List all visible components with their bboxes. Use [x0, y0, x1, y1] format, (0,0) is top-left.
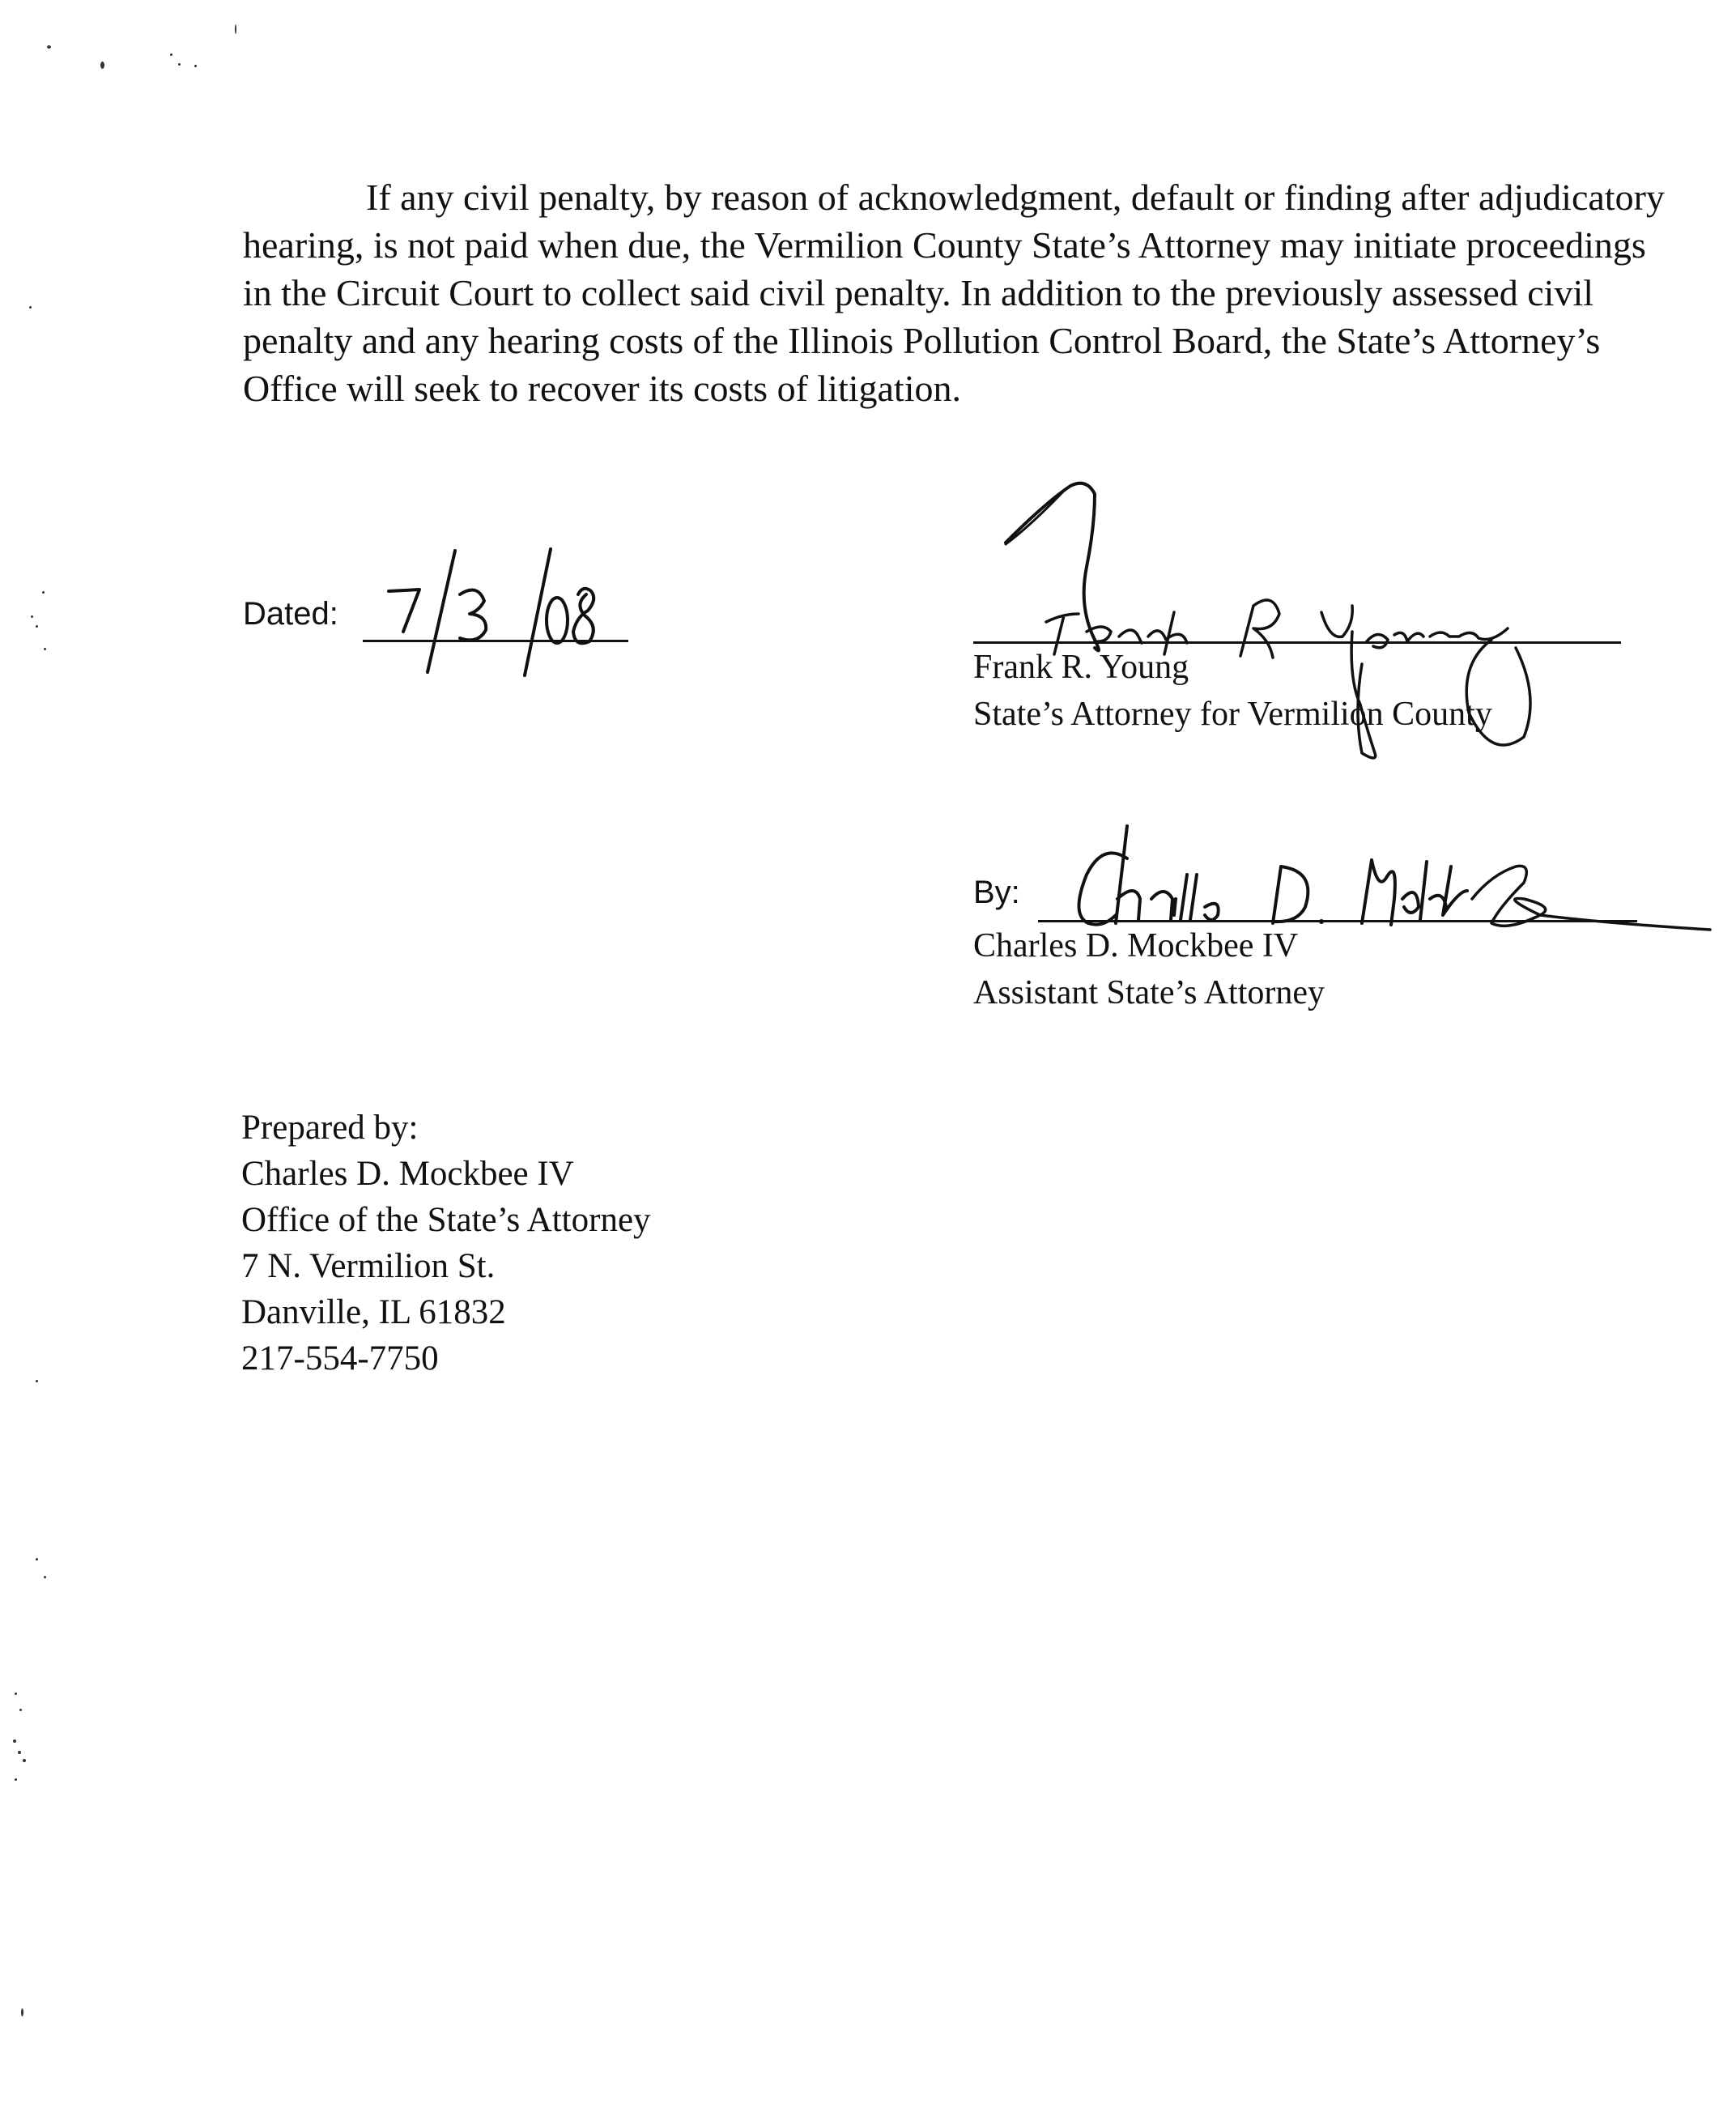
scan-speck	[36, 625, 38, 628]
scan-speck	[44, 1576, 46, 1578]
scan-speck	[29, 306, 32, 309]
signer-name: Frank R. Young	[973, 649, 1189, 686]
scan-speck	[19, 1709, 22, 1711]
scan-speck	[13, 1739, 16, 1743]
scan-speck	[47, 45, 51, 49]
scan-speck	[15, 1778, 17, 1781]
handwritten-date	[356, 526, 648, 688]
scan-speck	[36, 1380, 38, 1382]
signer-title: Assistant State’s Attorney	[973, 974, 1325, 1011]
prepared-by-line: 7 N. Vermilion St.	[241, 1247, 496, 1285]
scan-speck	[44, 648, 46, 650]
scan-speck	[21, 2008, 23, 2016]
signature-line	[973, 641, 1621, 644]
scan-speck	[15, 1693, 17, 1695]
signer-name: Charles D. Mockbee IV	[973, 927, 1299, 964]
signature-frank-young	[973, 470, 1702, 794]
prepared-by-line: 217-554-7750	[241, 1339, 439, 1377]
scan-speck	[31, 615, 33, 618]
prepared-by-line: Charles D. Mockbee IV	[241, 1155, 574, 1193]
scan-speck	[42, 591, 45, 594]
body-paragraph: If any civil penalty, by reason of acknowledgment, default or finding after adjudicatory hearing, is not paid when due, the Vermilion County State’s Attorney may initiate proceedings in the Circuit Court to collect said civil penalty. In addition to the previously assessed civil penalty and any hearing costs of the Illinois Pollution Control Board, the State’s Attorney’s Office will seek to recover its costs of litigation.	[243, 177, 1665, 409]
scan-speck	[235, 24, 236, 34]
scan-speck	[100, 62, 104, 69]
scan-speck	[23, 1759, 26, 1762]
prepared-by-block	[241, 1105, 651, 1382]
prepared-by-heading: Prepared by:	[241, 1109, 419, 1147]
dated-field	[243, 559, 729, 672]
scan-speck	[178, 63, 181, 66]
prepared-by-line: Office of the State’s Attorney	[241, 1201, 651, 1239]
scan-speck	[18, 1751, 21, 1754]
scan-speck	[194, 65, 197, 67]
by-label: By:	[973, 875, 1020, 910]
signer-title: State’s Attorney for Vermilion County	[973, 696, 1492, 733]
scan-speck	[170, 53, 172, 56]
scan-speck	[36, 1558, 38, 1561]
dated-label: Dated:	[243, 596, 338, 632]
prepared-by-line: Danville, IL 61832	[241, 1293, 506, 1331]
